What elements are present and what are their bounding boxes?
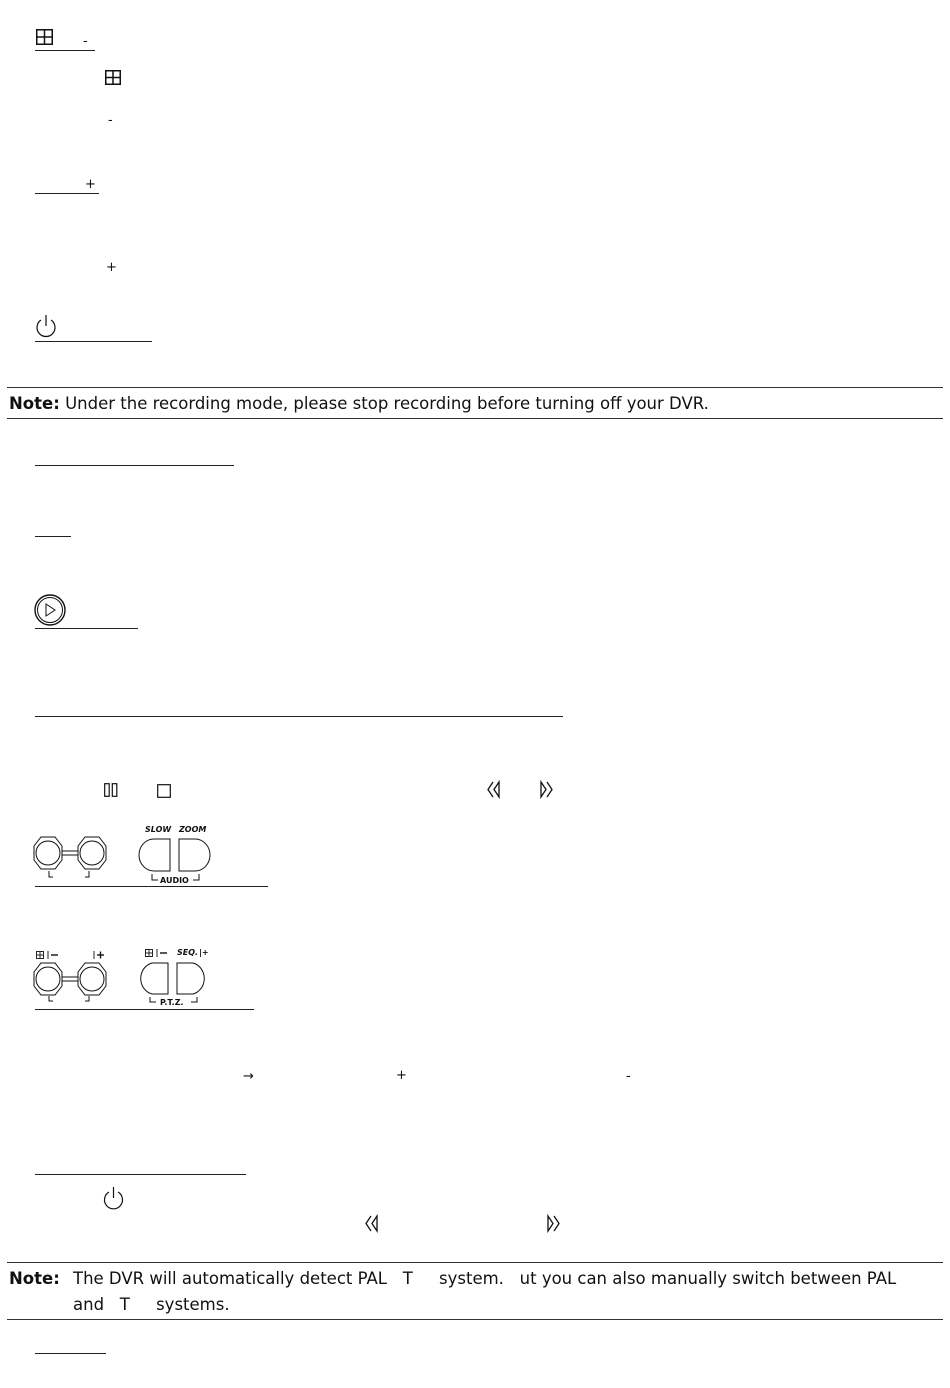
fast-forward-icon: [539, 781, 553, 798]
heading-underline: [35, 1353, 106, 1354]
pause-icon: [104, 783, 118, 797]
minus-symbol: -: [108, 113, 113, 128]
zoom-label: ZOOM: [179, 825, 207, 834]
power-icon: [35, 314, 57, 338]
left-knob-icon: [33, 962, 108, 1004]
figure-underline: [35, 886, 268, 887]
plus-small-icon: [93, 951, 105, 960]
note-label: Note:: [9, 1269, 60, 1288]
arrow-right-symbol: →: [243, 1069, 254, 1084]
audio-label: AUDIO: [160, 876, 189, 885]
plus-symbol: +: [396, 1068, 407, 1083]
seq-plus-label: |+: [199, 948, 209, 957]
heading-underline: [35, 628, 138, 629]
rewind-icon: [487, 781, 501, 798]
slow-label: SLOW: [145, 825, 172, 834]
left-knob-icon: [33, 836, 108, 880]
rewind-icon: [365, 1215, 379, 1232]
quad-minus-small-icon: [36, 951, 62, 960]
note-pal-ntsc: [7, 1262, 943, 1320]
heading-underline: [35, 50, 95, 51]
note-text: Under the recording mode, please stop recording before turning off your DVR.: [65, 394, 709, 413]
plus-symbol: +: [85, 177, 96, 192]
heading-underline: [35, 341, 152, 342]
heading-underline: [35, 193, 99, 194]
note-recording: [7, 387, 943, 419]
quad-minus-small-icon: [145, 949, 171, 958]
heading-underline: [35, 465, 234, 466]
seq-label: SEQ.: [177, 948, 199, 957]
minus-symbol: -: [83, 34, 88, 49]
play-icon: [34, 594, 66, 626]
stop-icon: [157, 784, 171, 798]
note-label: Note:: [9, 394, 60, 413]
plus-symbol: +: [106, 260, 117, 275]
quad-split-icon: [36, 29, 53, 45]
figure-underline: [35, 1009, 254, 1010]
heading-underline: [35, 1174, 246, 1175]
heading-underline: [35, 716, 563, 717]
heading-underline: [35, 536, 71, 537]
quad-split-icon: [105, 70, 121, 85]
note-text-line1: The DVR will automatically detect PAL T system. ut you can also manually switch between PAL: [73, 1269, 897, 1288]
power-icon: [103, 1186, 124, 1210]
ptz-label: P.T.Z.: [160, 998, 184, 1007]
fast-forward-icon: [546, 1215, 560, 1232]
note-text-line2: and T systems.: [73, 1295, 230, 1314]
minus-symbol: -: [626, 1069, 631, 1084]
